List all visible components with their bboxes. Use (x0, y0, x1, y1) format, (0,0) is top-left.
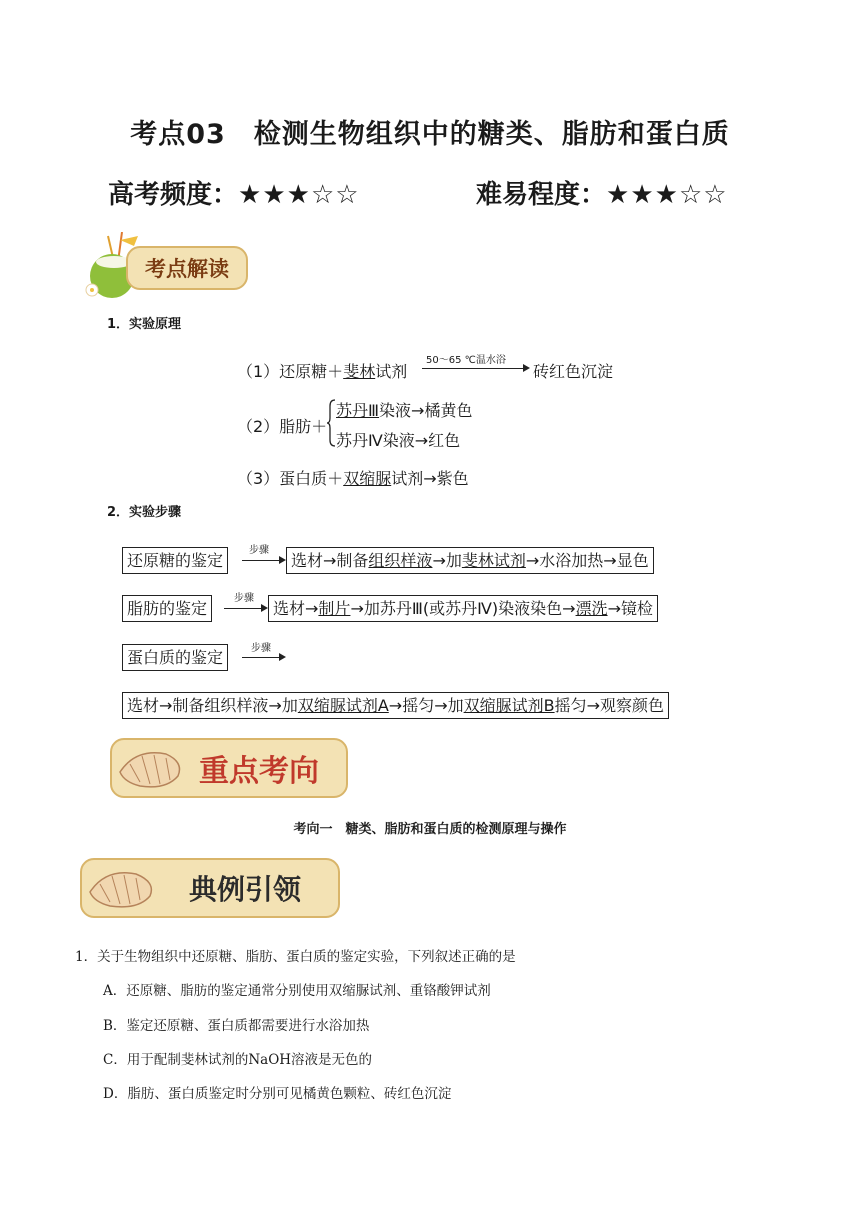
brace-icon (326, 398, 336, 448)
option-c[interactable]: C．用于配制斐林试剂的NaOH溶液是无色的 (103, 1052, 373, 1068)
principle-3-suffix: 试剂→紫色 (391, 469, 469, 488)
step-text: 斐林试剂 (461, 551, 526, 570)
step-text: →摇匀→加 (388, 696, 464, 715)
protein-label: 蛋白质的鉴定 (122, 644, 228, 671)
banner-examples-text: 典例引领 (80, 858, 340, 918)
step-arrow (242, 657, 284, 658)
step-text: 组织样液 (368, 551, 433, 570)
step-text: →加 (432, 551, 462, 570)
banner-key-points (78, 232, 246, 300)
step-text: 选材→制备 (291, 551, 369, 570)
reducing-sugar-steps (286, 547, 654, 574)
principle-1-result: 砖红色沉淀 (533, 362, 614, 381)
step-arrow (242, 560, 284, 561)
step-text: 摇匀→观察颜色 (554, 696, 665, 715)
fat-steps (268, 595, 658, 622)
step-text: →水浴加热→显色 (525, 551, 649, 570)
principle-1-arrow (422, 368, 528, 369)
difficulty-label: 难易程度： (476, 180, 607, 210)
difficulty-stars: ★★★☆☆ (606, 180, 728, 210)
principle-2-reagent: 苏丹Ⅲ (336, 401, 380, 420)
reducing-sugar-label: 还原糖的鉴定 (122, 547, 228, 574)
banner-key-points-text: 考点解读 (126, 246, 248, 290)
step-arrow-label: 步骤 (234, 593, 254, 604)
step-text: 选材→ (273, 599, 319, 618)
banner-examples (80, 858, 342, 922)
step-text: →镜检 (607, 599, 653, 618)
step-text: 双缩脲试剂B (463, 696, 555, 715)
principle-2-line1 (336, 398, 472, 421)
step-text: 选材→制备组织样液→加 (127, 696, 298, 715)
difficulty-rating (476, 174, 728, 211)
principle-1-reagent: 斐林 (343, 362, 376, 381)
principle-2-line2: 苏丹Ⅳ染液→红色 (336, 431, 461, 450)
banner-key-directions-text: 重点考向 (110, 738, 348, 798)
shell-icon (86, 864, 160, 914)
banner-key-directions (110, 738, 350, 802)
fat-label: 脂肪的鉴定 (122, 595, 212, 622)
frequency-stars: ★★★☆☆ (238, 180, 360, 210)
principle-1 (237, 359, 407, 382)
principle-3-prefix: （3）蛋白质＋ (237, 469, 344, 488)
step-arrow-label: 步骤 (249, 545, 269, 556)
frequency-label: 高考频度： (108, 180, 239, 210)
principle-1-prefix: （1）还原糖＋ (237, 362, 344, 381)
principle-3-reagent: 双缩脲 (343, 469, 392, 488)
protein-steps (122, 692, 669, 719)
direction-heading: 考向一 糖类、脂肪和蛋白质的检测原理与操作 (293, 822, 567, 837)
question-stem: 1．关于生物组织中还原糖、脂肪、蛋白质的鉴定实验，下列叙述正确的是 (75, 949, 516, 965)
step-arrow-label: 步骤 (251, 643, 271, 654)
shell-icon (116, 744, 186, 794)
frequency-rating (108, 174, 360, 211)
principle-3 (237, 466, 469, 489)
step-text: 制片 (318, 599, 351, 618)
step-arrow (224, 608, 266, 609)
step-text: 漂洗 (575, 599, 608, 618)
step-text: →加苏丹Ⅲ(或苏丹Ⅳ)染液染色→ (350, 599, 576, 618)
option-b[interactable]: B．鉴定还原糖、蛋白质都需要进行水浴加热 (103, 1018, 370, 1034)
page-title: 考点03 检测生物组织中的糖类、脂肪和蛋白质 (130, 119, 730, 150)
principle-1-condition: 50～65 ℃温水浴 (426, 355, 506, 366)
step-text: 双缩脲试剂A (297, 696, 389, 715)
option-a[interactable]: A．还原糖、脂肪的鉴定通常分别使用双缩脲试剂、重铬酸钾试剂 (103, 983, 491, 999)
option-d[interactable]: D．脂肪、蛋白质鉴定时分别可见橘黄色颗粒、砖红色沉淀 (103, 1086, 452, 1102)
principle-2-line1-rest: 染液→橘黄色 (379, 401, 473, 420)
section-heading-principle: 1．实验原理 (107, 317, 182, 332)
principle-1-suffix: 试剂 (375, 362, 408, 381)
section-heading-steps: 2．实验步骤 (107, 505, 182, 520)
principle-2-prefix: （2）脂肪＋ (237, 417, 328, 436)
